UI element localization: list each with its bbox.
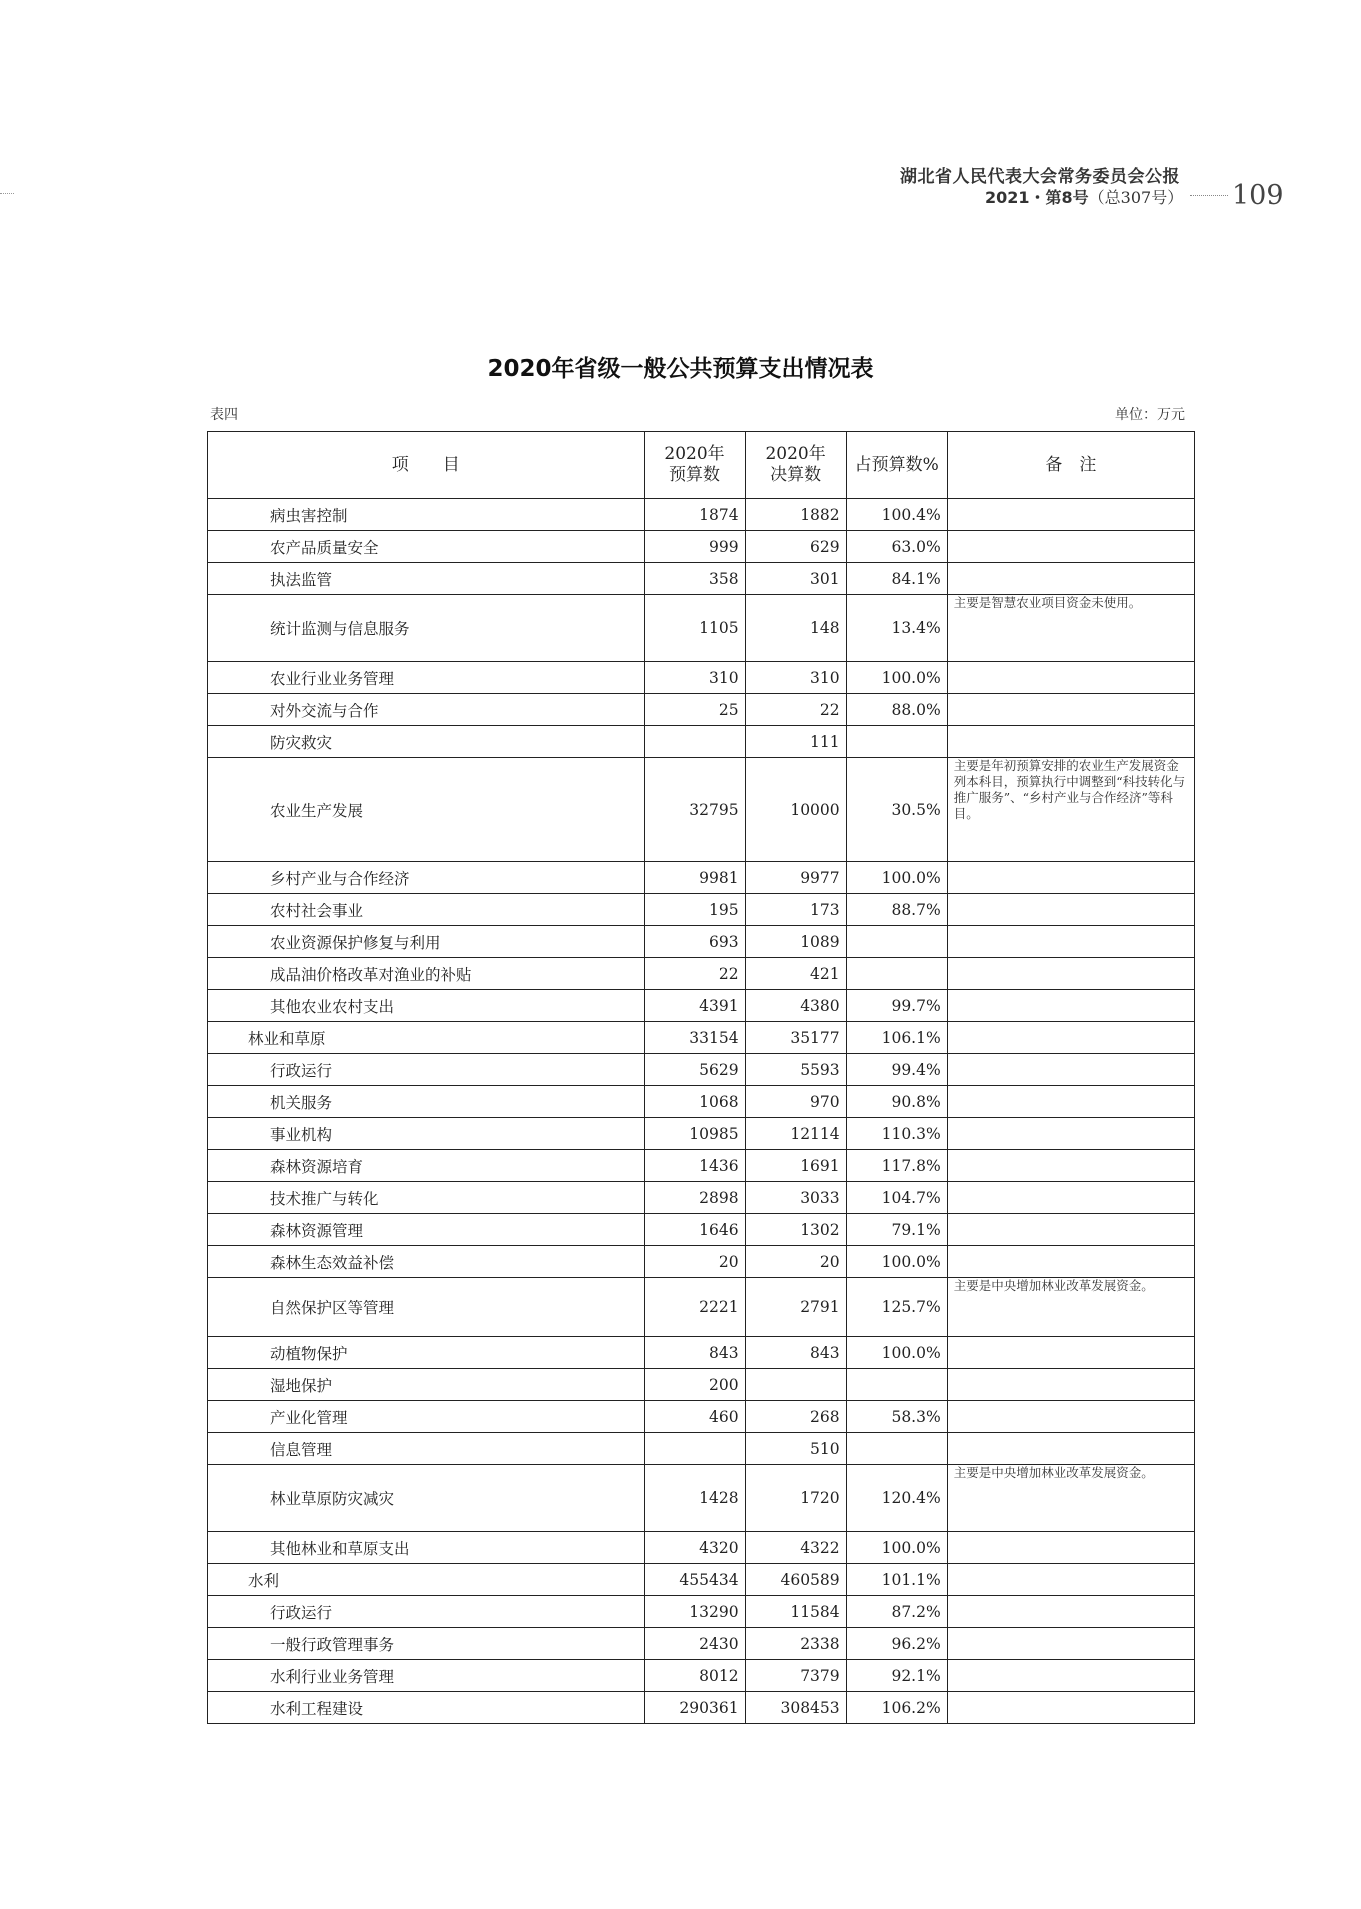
cell-note [947, 726, 1194, 758]
cell-budget: 460 [644, 1401, 745, 1433]
cell-budget: 358 [644, 563, 745, 595]
cell-actual: 310 [745, 662, 846, 694]
cell-pct: 58.3% [846, 1401, 947, 1433]
table-row [208, 1433, 1195, 1465]
cell-note [947, 1628, 1194, 1660]
cell-budget: 1105 [644, 595, 745, 662]
issue-total: （总307号） [1088, 188, 1184, 207]
cell-note: 主要是年初预算安排的农业生产发展资金列本科目，预算执行中调整到“科技转化与推广服务”、“乡村产业与合作经济”等科目。 [947, 758, 1194, 862]
cell-actual: 308453 [745, 1692, 846, 1724]
cell-pct [846, 926, 947, 958]
cell-item: 产业化管理 [208, 1401, 645, 1433]
cell-item: 自然保护区等管理 [208, 1278, 645, 1337]
cell-note: 主要是中央增加林业改革发展资金。 [947, 1465, 1194, 1532]
table-row [208, 1246, 1195, 1278]
cell-item: 农业资源保护修复与利用 [208, 926, 645, 958]
col-header-item: 项 目 [208, 432, 645, 499]
cell-note [947, 531, 1194, 563]
cell-budget: 5629 [644, 1054, 745, 1086]
cell-item: 湿地保护 [208, 1369, 645, 1401]
cell-note [947, 1692, 1194, 1724]
table-row [208, 1564, 1195, 1596]
cell-budget: 290361 [644, 1692, 745, 1724]
issue-number: 2021・第8号 [985, 188, 1089, 207]
cell-item: 技术推广与转化 [208, 1182, 645, 1214]
cell-note [947, 926, 1194, 958]
cell-budget: 693 [644, 926, 745, 958]
cell-budget: 25 [644, 694, 745, 726]
cell-actual: 12114 [745, 1118, 846, 1150]
cell-actual: 11584 [745, 1596, 846, 1628]
cell-pct: 88.7% [846, 894, 947, 926]
table-row [208, 595, 1195, 662]
cell-budget: 4320 [644, 1532, 745, 1564]
cell-budget: 4391 [644, 990, 745, 1022]
cell-item: 森林资源管理 [208, 1214, 645, 1246]
cell-pct: 87.2% [846, 1596, 947, 1628]
col-header-actual-label: 决算数 [770, 465, 822, 485]
cell-pct: 120.4% [846, 1465, 947, 1532]
table-row [208, 563, 1195, 595]
cell-item: 成品油价格改革对渔业的补贴 [208, 958, 645, 990]
table-row [208, 1182, 1195, 1214]
cell-item: 水利工程建设 [208, 1692, 645, 1724]
table-row [208, 1337, 1195, 1369]
cell-pct [846, 1433, 947, 1465]
header-rule-left [0, 193, 14, 196]
cell-actual: 301 [745, 563, 846, 595]
cell-item: 农产品质量安全 [208, 531, 645, 563]
cell-pct: 100.0% [846, 1532, 947, 1564]
document-title: 2020年省级一般公共预算支出情况表 [487, 356, 874, 382]
cell-note [947, 1150, 1194, 1182]
cell-note [947, 662, 1194, 694]
cell-note [947, 1118, 1194, 1150]
cell-note [947, 1596, 1194, 1628]
cell-pct: 101.1% [846, 1564, 947, 1596]
cell-pct: 106.1% [846, 1022, 947, 1054]
table-row [208, 1369, 1195, 1401]
cell-note [947, 1369, 1194, 1401]
cell-note [947, 1086, 1194, 1118]
table-row [208, 1054, 1195, 1086]
cell-note [947, 1022, 1194, 1054]
cell-item: 其他农业农村支出 [208, 990, 645, 1022]
table-row [208, 1465, 1195, 1532]
table-row [208, 662, 1195, 694]
table-row [208, 531, 1195, 563]
cell-note [947, 1182, 1194, 1214]
cell-budget [644, 1433, 745, 1465]
cell-note [947, 694, 1194, 726]
cell-note [947, 1054, 1194, 1086]
cell-budget: 10985 [644, 1118, 745, 1150]
table-row [208, 726, 1195, 758]
cell-pct: 125.7% [846, 1278, 947, 1337]
col-header-note: 备 注 [947, 432, 1194, 499]
cell-pct: 110.3% [846, 1118, 947, 1150]
cell-pct: 99.7% [846, 990, 947, 1022]
table-row [208, 1596, 1195, 1628]
cell-actual: 4322 [745, 1532, 846, 1564]
table-row [208, 990, 1195, 1022]
cell-actual: 268 [745, 1401, 846, 1433]
cell-actual: 1720 [745, 1465, 846, 1532]
cell-pct: 104.7% [846, 1182, 947, 1214]
cell-budget: 843 [644, 1337, 745, 1369]
cell-pct [846, 1369, 947, 1401]
cell-budget: 195 [644, 894, 745, 926]
cell-actual: 9977 [745, 862, 846, 894]
cell-item: 动植物保护 [208, 1337, 645, 1369]
table-body [208, 499, 1195, 1724]
table-header-row [208, 432, 1195, 499]
cell-pct: 100.0% [846, 862, 947, 894]
cell-budget: 1068 [644, 1086, 745, 1118]
cell-pct: 106.2% [846, 1692, 947, 1724]
cell-budget: 9981 [644, 862, 745, 894]
table-row [208, 1214, 1195, 1246]
cell-pct: 90.8% [846, 1086, 947, 1118]
cell-note [947, 1401, 1194, 1433]
cell-note [947, 499, 1194, 531]
cell-item: 森林生态效益补偿 [208, 1246, 645, 1278]
cell-budget: 200 [644, 1369, 745, 1401]
cell-item: 对外交流与合作 [208, 694, 645, 726]
cell-note: 主要是智慧农业项目资金未使用。 [947, 595, 1194, 662]
cell-budget: 1646 [644, 1214, 745, 1246]
cell-pct: 100.4% [846, 499, 947, 531]
cell-pct: 84.1% [846, 563, 947, 595]
cell-pct [846, 726, 947, 758]
table-row [208, 1118, 1195, 1150]
cell-item: 乡村产业与合作经济 [208, 862, 645, 894]
cell-note [947, 1532, 1194, 1564]
cell-item: 农业生产发展 [208, 758, 645, 862]
cell-item: 事业机构 [208, 1118, 645, 1150]
cell-note: 主要是中央增加林业改革发展资金。 [947, 1278, 1194, 1337]
cell-actual: 970 [745, 1086, 846, 1118]
cell-item: 信息管理 [208, 1433, 645, 1465]
cell-note [947, 1564, 1194, 1596]
cell-item: 林业草原防灾减灾 [208, 1465, 645, 1532]
col-header-budget [644, 432, 745, 499]
table-row [208, 1628, 1195, 1660]
cell-note [947, 1433, 1194, 1465]
cell-actual: 148 [745, 595, 846, 662]
table-row [208, 862, 1195, 894]
cell-pct: 88.0% [846, 694, 947, 726]
cell-item: 森林资源培育 [208, 1150, 645, 1182]
cell-note [947, 1660, 1194, 1692]
table-row [208, 1401, 1195, 1433]
cell-pct [846, 958, 947, 990]
cell-budget: 32795 [644, 758, 745, 862]
header-rule-right [1190, 195, 1228, 196]
budget-table [207, 431, 1195, 1724]
cell-note [947, 894, 1194, 926]
cell-actual: 5593 [745, 1054, 846, 1086]
cell-actual: 460589 [745, 1564, 846, 1596]
cell-actual: 7379 [745, 1660, 846, 1692]
cell-actual: 2791 [745, 1278, 846, 1337]
cell-actual: 2338 [745, 1628, 846, 1660]
col-header-budget-year: 2020年 [664, 444, 725, 464]
cell-item: 行政运行 [208, 1054, 645, 1086]
cell-actual: 22 [745, 694, 846, 726]
cell-pct: 117.8% [846, 1150, 947, 1182]
cell-budget: 1436 [644, 1150, 745, 1182]
cell-item: 一般行政管理事务 [208, 1628, 645, 1660]
table-row [208, 1532, 1195, 1564]
col-header-pct: 占预算数% [846, 432, 947, 499]
col-header-actual [745, 432, 846, 499]
table-row [208, 1278, 1195, 1337]
cell-budget: 33154 [644, 1022, 745, 1054]
cell-budget: 1874 [644, 499, 745, 531]
cell-pct: 13.4% [846, 595, 947, 662]
table-label: 表四 [210, 407, 238, 423]
cell-actual: 20 [745, 1246, 846, 1278]
cell-budget: 8012 [644, 1660, 745, 1692]
unit-label: 单位：万元 [1115, 407, 1185, 423]
cell-actual: 35177 [745, 1022, 846, 1054]
cell-item: 林业和草原 [208, 1022, 645, 1054]
cell-actual: 1089 [745, 926, 846, 958]
cell-actual [745, 1369, 846, 1401]
table-row [208, 1086, 1195, 1118]
cell-actual: 111 [745, 726, 846, 758]
table-row [208, 894, 1195, 926]
issue-info [985, 185, 1183, 208]
cell-note [947, 958, 1194, 990]
table-row [208, 1660, 1195, 1692]
table-row [208, 1150, 1195, 1182]
cell-budget: 1428 [644, 1465, 745, 1532]
table-row [208, 499, 1195, 531]
cell-item: 农业行业业务管理 [208, 662, 645, 694]
cell-budget: 999 [644, 531, 745, 563]
cell-pct: 100.0% [846, 1246, 947, 1278]
table-row [208, 1022, 1195, 1054]
cell-item: 行政运行 [208, 1596, 645, 1628]
cell-pct: 92.1% [846, 1660, 947, 1692]
cell-budget: 13290 [644, 1596, 745, 1628]
cell-budget: 2430 [644, 1628, 745, 1660]
cell-item: 农村社会事业 [208, 894, 645, 926]
cell-actual: 421 [745, 958, 846, 990]
cell-pct: 100.0% [846, 662, 947, 694]
cell-budget: 2221 [644, 1278, 745, 1337]
cell-budget: 20 [644, 1246, 745, 1278]
cell-budget: 455434 [644, 1564, 745, 1596]
cell-item: 防灾救灾 [208, 726, 645, 758]
cell-note [947, 1246, 1194, 1278]
cell-actual: 1691 [745, 1150, 846, 1182]
col-header-budget-label: 预算数 [669, 465, 721, 485]
cell-note [947, 1214, 1194, 1246]
cell-pct: 30.5% [846, 758, 947, 862]
cell-actual: 1302 [745, 1214, 846, 1246]
cell-item: 水利行业业务管理 [208, 1660, 645, 1692]
table-row [208, 958, 1195, 990]
cell-note [947, 990, 1194, 1022]
cell-note [947, 862, 1194, 894]
journal-title: 湖北省人民代表大会常务委员会公报 [900, 167, 1180, 187]
cell-actual: 1882 [745, 499, 846, 531]
cell-pct: 96.2% [846, 1628, 947, 1660]
table-row [208, 694, 1195, 726]
cell-item: 其他林业和草原支出 [208, 1532, 645, 1564]
cell-budget [644, 726, 745, 758]
cell-budget: 310 [644, 662, 745, 694]
cell-actual: 629 [745, 531, 846, 563]
cell-item: 执法监管 [208, 563, 645, 595]
cell-pct: 99.4% [846, 1054, 947, 1086]
table-row [208, 758, 1195, 862]
cell-budget: 2898 [644, 1182, 745, 1214]
page-number: 109 [1232, 180, 1284, 211]
cell-actual: 510 [745, 1433, 846, 1465]
table-row [208, 926, 1195, 958]
cell-pct: 100.0% [846, 1337, 947, 1369]
cell-pct: 63.0% [846, 531, 947, 563]
cell-actual: 10000 [745, 758, 846, 862]
cell-actual: 4380 [745, 990, 846, 1022]
cell-actual: 843 [745, 1337, 846, 1369]
cell-note [947, 1337, 1194, 1369]
cell-item: 统计监测与信息服务 [208, 595, 645, 662]
cell-item: 病虫害控制 [208, 499, 645, 531]
table-row [208, 1692, 1195, 1724]
cell-pct: 79.1% [846, 1214, 947, 1246]
cell-item: 机关服务 [208, 1086, 645, 1118]
cell-actual: 3033 [745, 1182, 846, 1214]
col-header-actual-year: 2020年 [765, 444, 826, 464]
cell-note [947, 563, 1194, 595]
cell-item: 水利 [208, 1564, 645, 1596]
cell-budget: 22 [644, 958, 745, 990]
cell-actual: 173 [745, 894, 846, 926]
